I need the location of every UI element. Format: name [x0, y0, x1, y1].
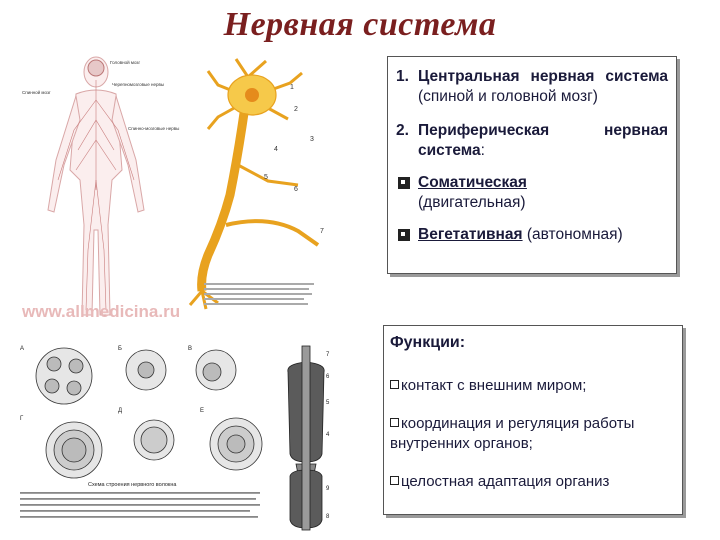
square-bullet-icon — [390, 380, 399, 389]
sheath-letter-g: Г — [20, 416, 24, 422]
fiber-label-4: 4 — [326, 432, 330, 438]
list-item-peripheral — [396, 121, 668, 161]
list-number: 2. — [396, 122, 409, 139]
neuron-label-2: 2 — [294, 106, 298, 113]
list-number: 1. — [396, 68, 409, 85]
neuron-label-5: 5 — [264, 174, 268, 181]
fiber-label-5: 5 — [326, 400, 330, 406]
neuron-label-7: 7 — [320, 228, 324, 235]
central-ns-note: (спиной и головной мозг) — [418, 88, 598, 105]
fiber-label-7: 7 — [326, 352, 330, 358]
function-item: координация и регуляция работы внутренних органов; — [390, 415, 635, 452]
sheath-letter-d: Д — [118, 408, 123, 414]
function-item: контакт с внешним миром; — [390, 376, 676, 396]
fiber-label-6: 6 — [326, 374, 330, 380]
watermark: www.allmedicina.ru — [22, 302, 181, 321]
square-bullet-icon — [398, 177, 410, 189]
label-spinal-nerves: Спинно-мозговые нервы — [128, 126, 180, 131]
sheath-letter-e: Е — [200, 408, 205, 414]
list-item-central — [396, 67, 668, 107]
function-item: целостная адаптация организ — [390, 472, 676, 492]
nerve-fiber-sheath-illustration — [14, 340, 272, 528]
square-bullet-icon — [390, 476, 399, 485]
page-title: Нервная система — [223, 6, 497, 43]
nerve-fiber-longitudinal-illustration — [276, 344, 336, 532]
nervous-system-body-illustration — [14, 50, 180, 330]
sheath-letter-b: Б — [118, 346, 122, 352]
sheath-caption-title: Схема строения нервного волокна — [88, 482, 177, 488]
label-spinal-cord: Спинной мозг — [22, 90, 51, 95]
neuron-label-1: 1 — [290, 84, 294, 91]
functions-heading: Функции: — [390, 334, 466, 351]
neuron-label-3: 3 — [310, 136, 314, 143]
label-brain: Головной мозг — [110, 60, 141, 65]
peripheral-ns-term: Периферическая нервная система — [418, 122, 668, 159]
vegetative-term: Вегетативная — [418, 226, 523, 243]
sheath-letter-a: А — [20, 346, 25, 352]
square-bullet-icon — [390, 418, 399, 427]
fiber-label-8: 8 — [326, 514, 330, 520]
somatic-term: Соматическая — [418, 174, 527, 191]
neuron-illustration — [178, 55, 338, 315]
nervous-system-division-box — [387, 56, 677, 274]
fiber-label-9: 9 — [326, 486, 330, 492]
sheath-letter-v: В — [188, 346, 193, 352]
neuron-label-6: 6 — [294, 186, 298, 193]
functions-box — [383, 325, 683, 515]
peripheral-ns-colon: : — [480, 142, 485, 159]
list-item-vegetative — [396, 225, 668, 245]
label-cranial-nerves: Черепномозговые нервы — [112, 82, 165, 87]
vegetative-note: (автономная) — [522, 226, 623, 243]
list-item-somatic — [396, 173, 668, 213]
square-bullet-icon — [398, 229, 410, 241]
neuron-label-4: 4 — [274, 146, 278, 153]
central-ns-term: Центральная нервная система — [418, 68, 668, 85]
somatic-note: (двигательная) — [418, 194, 526, 211]
